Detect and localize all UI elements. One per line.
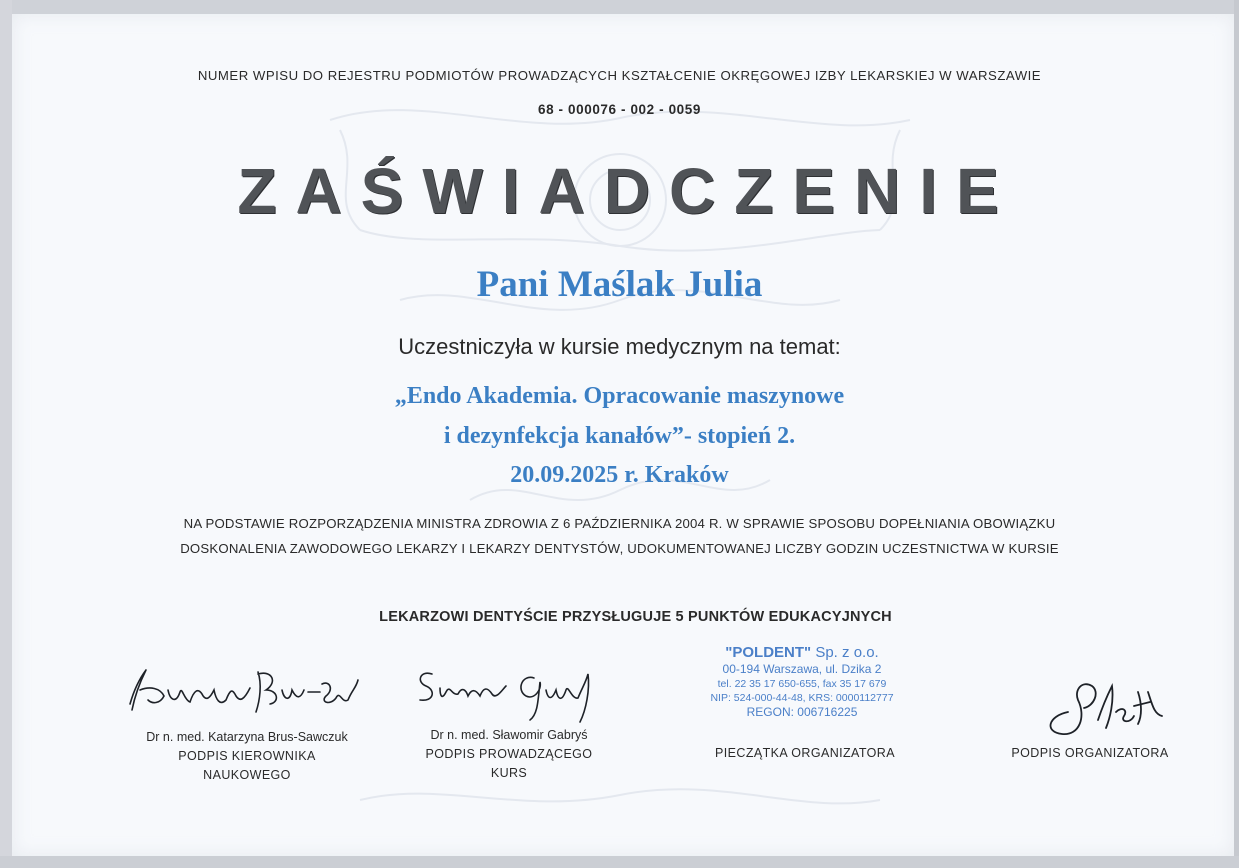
certificate-title: ZAŚWIADCZENIE (237, 155, 1018, 227)
course-leader-role-line-1: PODPIS PROWADZĄCEGO (425, 747, 593, 761)
scan-edge-top (0, 0, 1239, 14)
organizer-stamp (682, 644, 922, 720)
organizer-stamp-label: PIECZĄTKA ORGANIZATORA (715, 746, 895, 760)
stamp-company-name: "POLDENT" (725, 644, 812, 661)
stamp-phone: tel. 22 35 17 650-655, fax 35 17 679 (717, 678, 887, 690)
signature-block-course-leader (384, 726, 634, 783)
course-topic-line-1: „Endo Akademia. Opracowanie maszynowe (394, 383, 845, 409)
signature-block-scientific-head (112, 728, 382, 785)
legal-basis-line-2: DOSKONALENIA ZAWODOWEGO LEKARZY I LEKARZY DENTYSTÓW, UDOKUMENTOWANEJ LICZBY GODZIN UCZESTNICTWA W KURSIE (180, 541, 1059, 556)
participation-text: Uczestniczyła w kursie medycznym na temat: (398, 334, 841, 359)
registry-heading: NUMER WPISU DO REJESTRU PODMIOTÓW PROWADZĄCYCH KSZTAŁCENIE OKRĘGOWEJ IZBY LEKARSKIEJ W WARSZAWIE (197, 68, 1042, 83)
stamp-address: 00-194 Warszawa, ul. Dzika 2 (722, 662, 882, 676)
stamp-company (682, 644, 922, 662)
education-points: LEKARZOWI DENTYŚCIE PRZYSŁUGUJE 5 PUNKTÓW EDUKACYJNYCH (379, 609, 892, 625)
scan-edge-bottom (0, 856, 1239, 868)
course-leader-name: Dr n. med. Sławomir Gabryś (430, 728, 588, 742)
course-leader-role-line-2: KURS (490, 766, 528, 780)
registry-number: 68 - 000076 - 002 - 0059 (537, 102, 701, 117)
organizer-signature-label: PODPIS ORGANIZATORA (1011, 746, 1169, 760)
signature-block-organizer-stamp (690, 744, 920, 763)
scientific-head-role-line-1: PODPIS KIEROWNIKA (178, 749, 316, 763)
stamp-company-suffix: Sp. z o.o. (811, 644, 879, 661)
scientific-head-name: Dr n. med. Katarzyna Brus-Sawczuk (146, 730, 348, 744)
course-date-place: 20.09.2025 r. Kraków (510, 462, 729, 488)
legal-basis-line-1: NA PODSTAWIE ROZPORZĄDZENIA MINISTRA ZDROWIA Z 6 PAŹDZIERNIKA 2004 R. W SPRAWIE SPOSOBU DOPEŁNIANIA OBOWIĄZKU (183, 516, 1056, 531)
signature-block-organizer (990, 744, 1190, 763)
stamp-regon: REGON: 006716225 (746, 705, 858, 719)
course-topic-line-2: i dezynfekcja kanałów”- stopień 2. (443, 423, 796, 449)
stamp-ids: NIP: 524-000-44-48, KRS: 0000112777 (710, 692, 894, 704)
recipient-name: Pani Maślak Julia (476, 264, 763, 305)
scientific-head-role-line-2: NAUKOWEGO (203, 768, 291, 782)
